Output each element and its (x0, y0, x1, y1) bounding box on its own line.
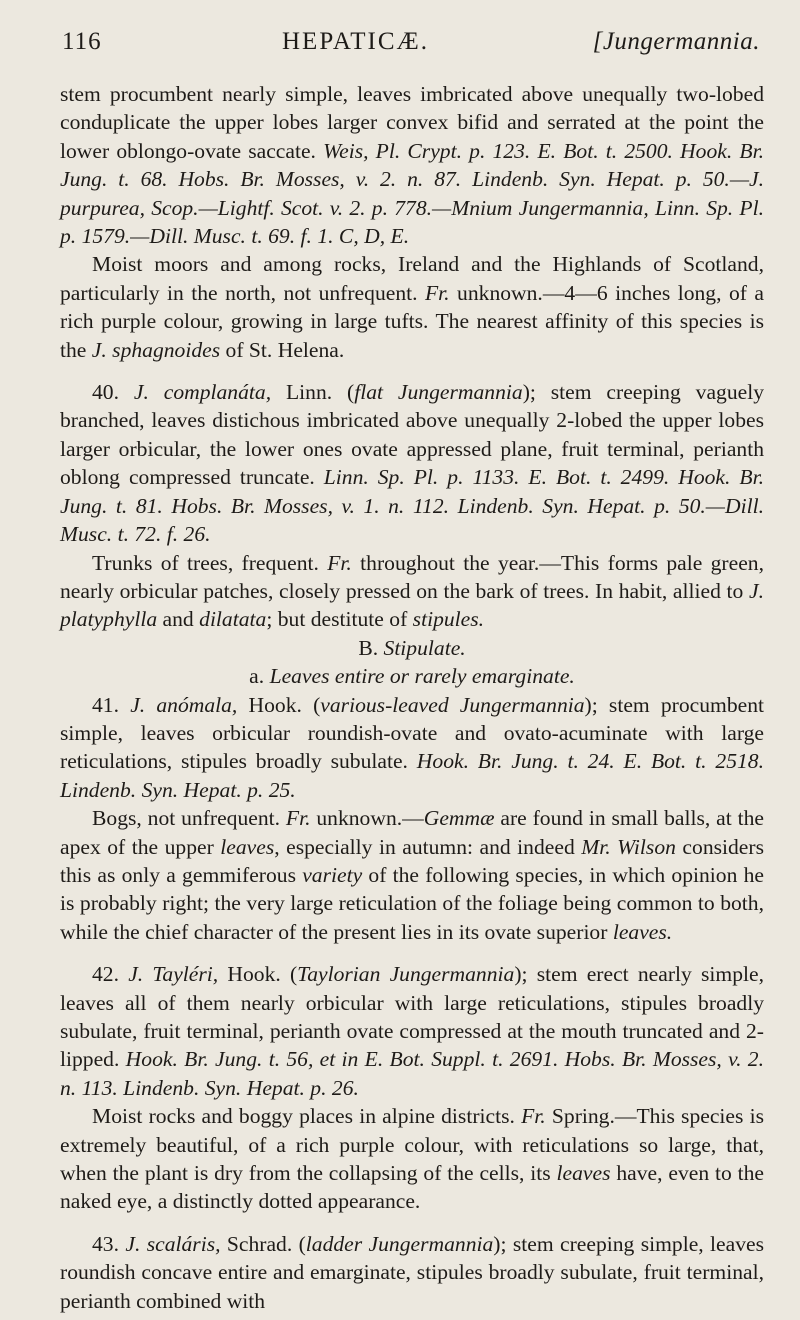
running-head: [Jungermannia. (592, 28, 760, 55)
citation-references: Linn. Sp. Pl. p. 1133. E. Bot. t. 2499. Hook. Br. Jung. t. 81. Hobs. Br. Mosses, v. 1. n. 112. Lindenb. Syn. Hepat. p. 50.—Dill. Musc. t. 72. f. 26. (60, 465, 764, 547)
page-number: 116 (62, 28, 102, 55)
citation-references: Hook. Br. Jung. t. 24. E. Bot. t. 2518. Lindenb. Syn. Hepat. p. 25. (60, 749, 764, 802)
citation-references: Weis, Pl. Crypt. p. 123. E. Bot. t. 2500. Hook. Br. Jung. t. 68. Hobs. Br. Mosses, v. 2. n. 87. Lindenb. Syn. Hepat. p. 50.—J. purpurea, Scop.—Lightf. Scot. v. 2. p. 778.—Mnium Jungermannia, Linn. Sp. Pl. p. 1579.—Dill. Musc. t. 69. f. 1. C, D, E. (60, 138, 764, 249)
section-heading: B. Stipulate. (358, 635, 466, 660)
page-title: HEPATICÆ. (282, 28, 429, 55)
paragraph-habitat: Bogs, not unfrequent. Fr. unknown.—Gemmæ are found in small balls, at the apex of the upper leaves, especially in autumn: and indeed Mr. Wilson considers this as only a gemmiferous variety of the following species, in which opinion he is probably right; the very large reticulation of the foliage being common to both, while the chief character of the present lies in its ovate superior leaves. (60, 806, 764, 944)
paragraph-continued-description: stem procumbent nearly simple, leaves imbricated above unequally two-lobed conduplicate the upper lobes larger convex bifid and serrated at the point the lower oblongo-ovate saccate. Weis, Pl. Crypt. p. 123. E. Bot. t. 2500. Hook. Br. Jung. t. 68. Hobs. Br. Mosses, v. 2. n. 87. Lindenb. Syn. Hepat. p. 50.—J. purpurea, Scop.—Lightf. Scot. v. 2. p. 778.—Mnium Jungermannia, Linn. Sp. Pl. p. 1579.—Dill. Musc. t. 69. f. 1. C, D, E. (60, 82, 764, 249)
species-entry-40: 40. J. complanáta, Linn. (flat Jungermannia); stem creeping vaguely branched, leaves distichous imbricated above unequally 2-lobed the upper lobes larger orbicular, the lower ones ovate appressed plane, fruit terminal, perianth oblong compressed truncate. Linn. Sp. Pl. p. 1133. E. Bot. t. 2499. Hook. Br. Jung. t. 81. Hobs. Br. Mosses, v. 1. n. 112. Lindenb. Syn. Hepat. p. 50.—Dill. Musc. t. 72. f. 26. (60, 380, 764, 547)
citation-references: Hook. Br. Jung. t. 56, et in E. Bot. Suppl. t. 2691. Hobs. Br. Mosses, v. 2. n. 113. Lindenb. Syn. Hepat. p. 26. (60, 1047, 764, 1100)
species-entry-41: 41. J. anómala, Hook. (various-leaved Jungermannia); stem procumbent simple, leaves orbicular roundish-ovate and ovato-acuminate with large reticulations, stipules broadly subulate. Hook. Br. Jung. t. 24. E. Bot. t. 2518. Lindenb. Syn. Hepat. p. 25. (60, 692, 765, 802)
paragraph-habitat: Moist rocks and boggy places in alpine districts. Fr. Spring.—This species is extremely beautiful, of a rich purple colour, with reticulations so large, that, when the plant is dry from the collapsing of the cells, its leaves have, even to the naked eye, a distinctly dotted appearance. (60, 1104, 764, 1214)
subsection-heading: a. Leaves entire or rarely emarginate. (249, 664, 575, 689)
paragraph-habitat: Trunks of trees, frequent. Fr. throughout the year.—This forms pale green, nearly orbicular patches, closely pressed on the bark of trees. In habit, allied to J. platyphylla and dilatata; but destitute of stipules. (60, 550, 764, 632)
species-entry-43: 43. J. scaláris, Schrad. (ladder Jungermannia); stem creeping simple, leaves roundish concave entire and emarginate, stipules broadly subulate, fruit terminal, perianth combined with (60, 1231, 764, 1313)
page-header (60, 28, 764, 62)
paragraph-habitat: Moist moors and among rocks, Ireland and the Highlands of Scotland, particularly in the north, not unfrequent. Fr. unknown.—4—6 inches long, of a rich purple colour, growing in large tufts. The nearest affinity of this species is the J. sphagnoides of St. Helena. (60, 252, 764, 362)
species-entry-42: 42. J. Tayléri, Hook. (Taylorian Jungermannia); stem erect nearly simple, leaves all of them nearly orbicular with large reticulations, stipules broadly subulate, fruit terminal, perianth ovate compressed at the mouth truncated and 2-lipped. Hook. Br. Jung. t. 56, et in E. Bot. Suppl. t. 2691. Hobs. Br. Mosses, v. 2. n. 113. Lindenb. Syn. Hepat. p. 26. (60, 962, 764, 1100)
page-body (60, 80, 764, 1315)
